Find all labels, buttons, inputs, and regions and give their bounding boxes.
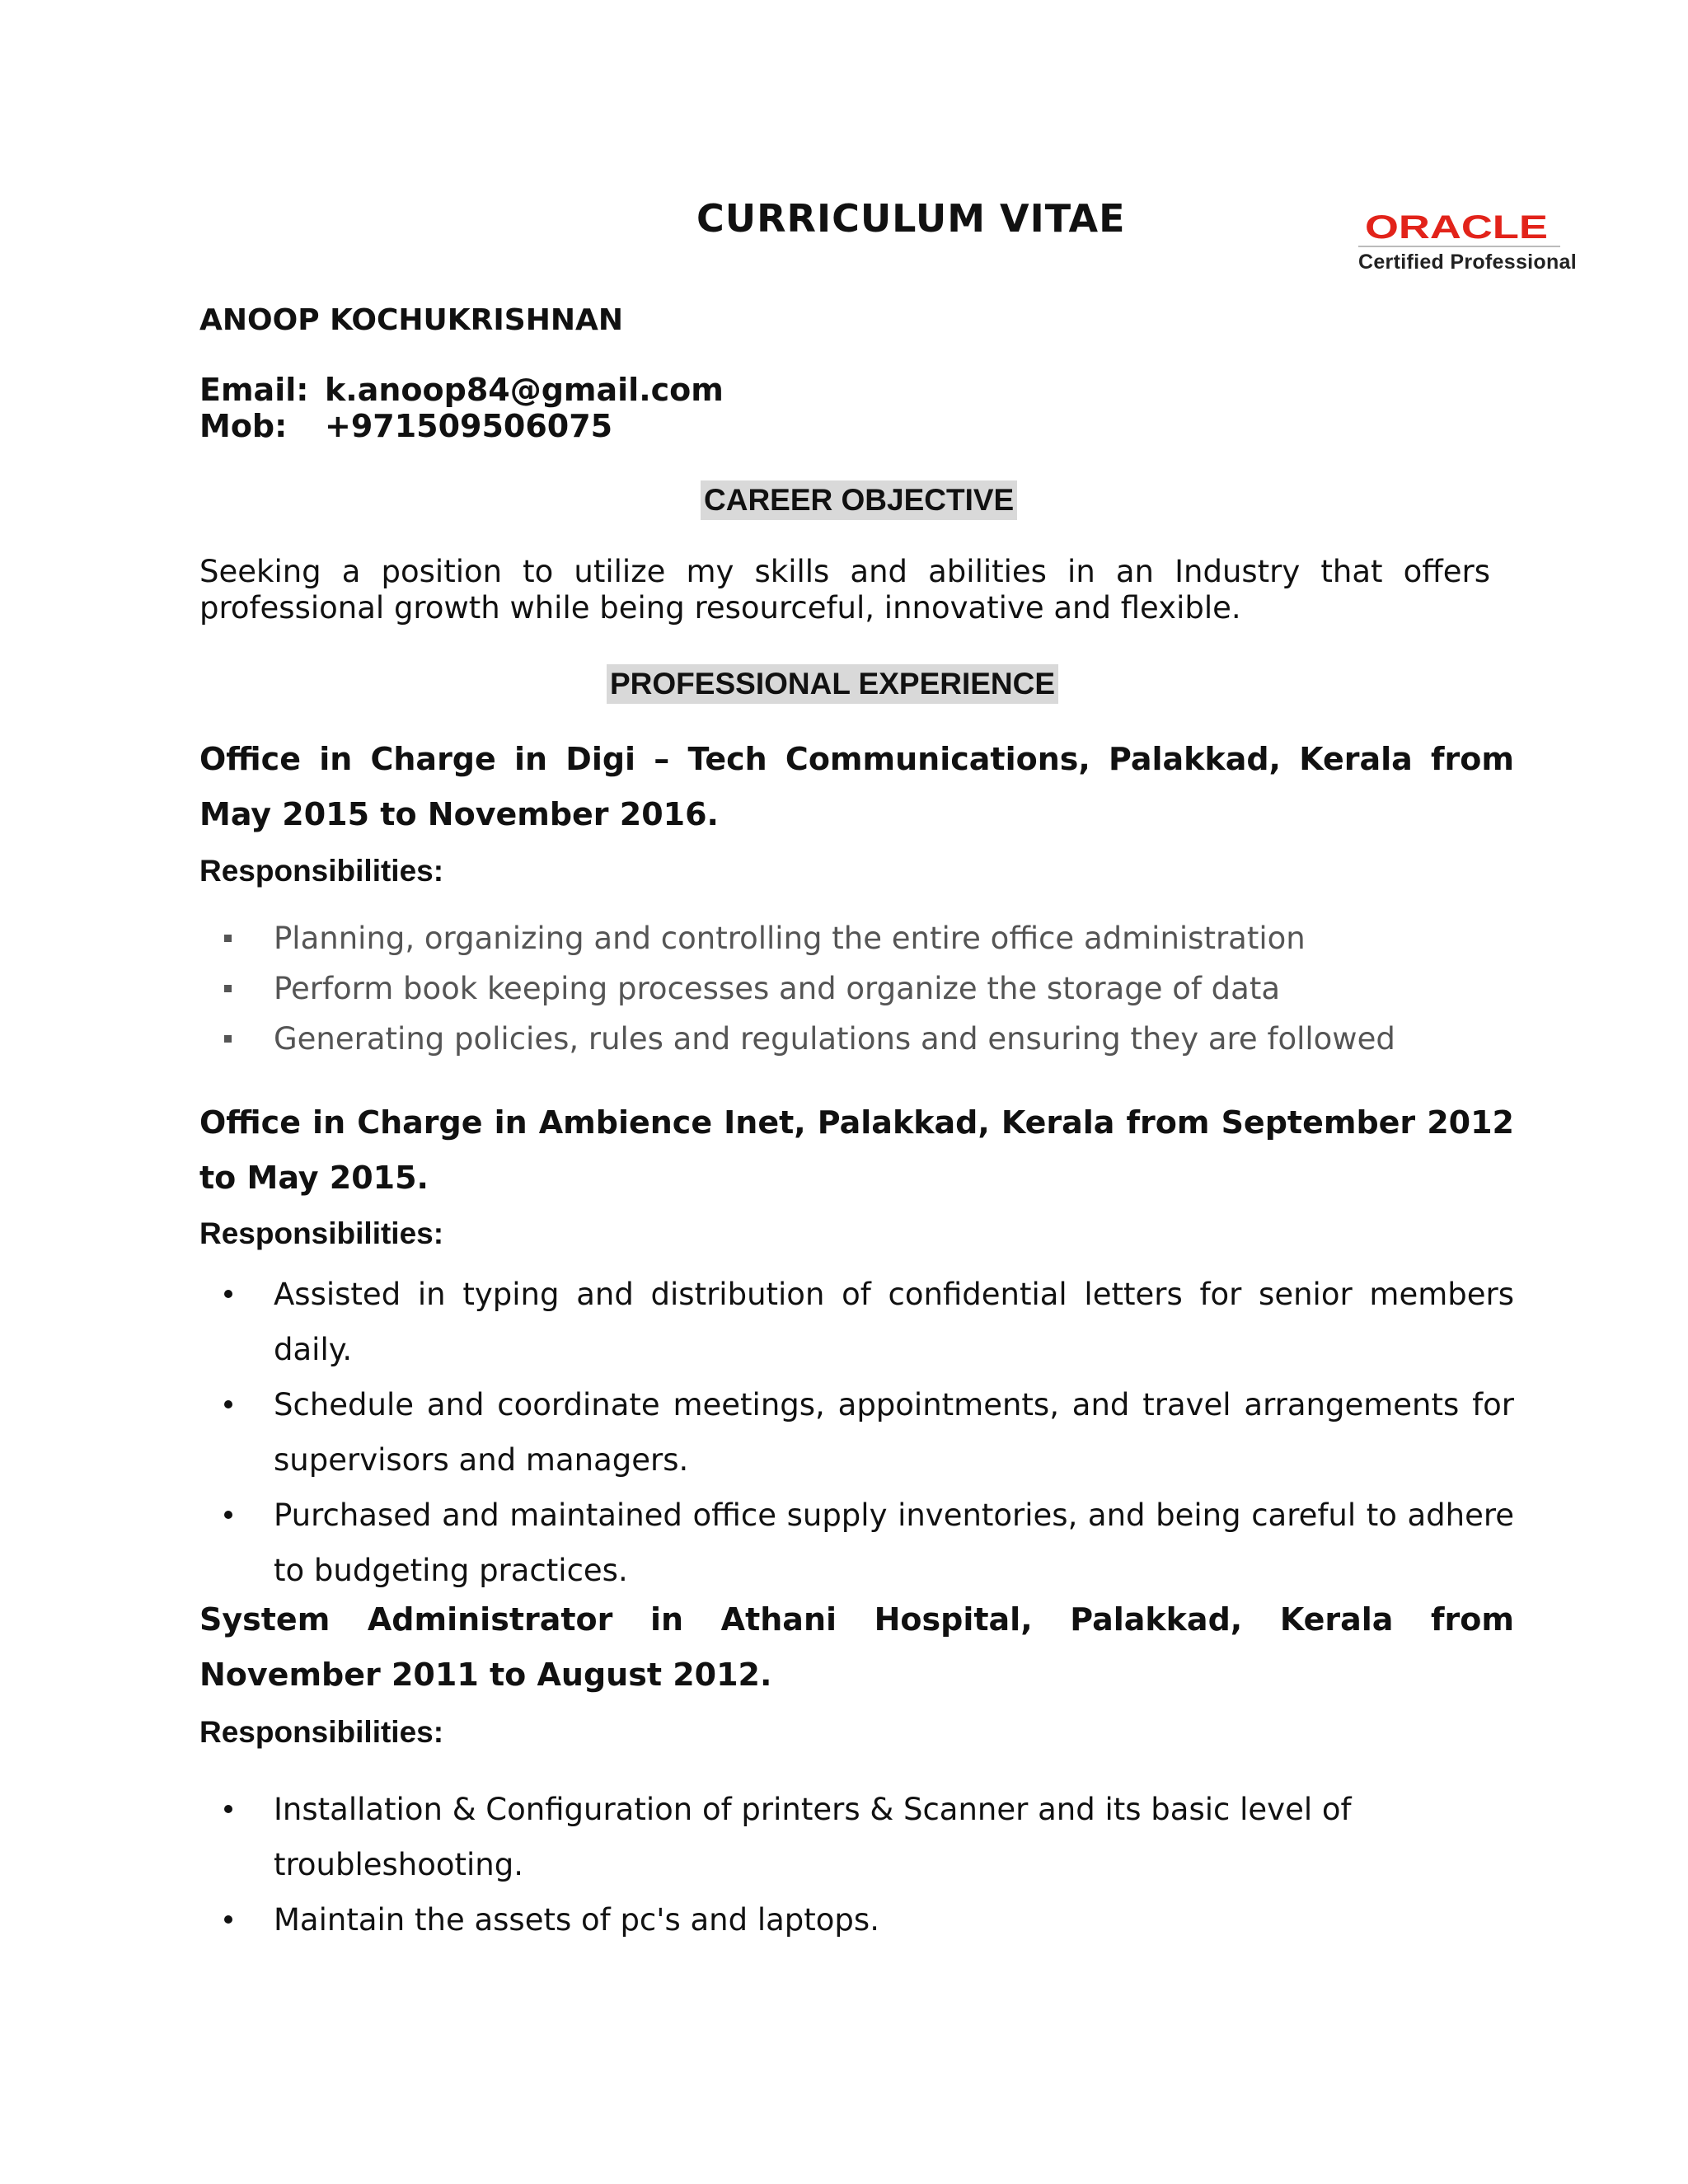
email-value: k.anoop84@gmail.com bbox=[325, 372, 724, 408]
svg-text:ORACLE: ORACLE bbox=[1365, 211, 1548, 244]
job-title: Office in Charge in Digi – Tech Communications, Palakkad, Kerala from May 2015 to November 2016. bbox=[199, 741, 1514, 832]
list-item: Installation & Configuration of printers & Scanner and its basic level of troubleshooting. bbox=[199, 1782, 1386, 1892]
job-title: Office in Charge in Ambience Inet, Palakkad, Kerala from September 2012 to May 2015. bbox=[199, 1104, 1514, 1196]
mobile-label: Mob: bbox=[199, 408, 288, 444]
candidate-name: ANOOP KOCHUKRISHNAN bbox=[199, 303, 623, 337]
list-item: Generating policies, rules and regulations and ensuring they are followed bbox=[199, 1014, 1518, 1064]
list-item: Assisted in typing and distribution of confidential letters for senior members daily. bbox=[199, 1267, 1514, 1377]
list-item: Schedule and coordinate meetings, appointments, and travel arrangements for supervisors and managers. bbox=[199, 1377, 1514, 1488]
mobile-line bbox=[199, 408, 612, 444]
responsibility-list bbox=[199, 1267, 1514, 1598]
list-item: Purchased and maintained office supply inventories, and being careful to adhere to budgeting practices. bbox=[199, 1488, 1514, 1598]
responsibility-list bbox=[199, 913, 1518, 1064]
professional-experience-heading: PROFESSIONAL EXPERIENCE bbox=[607, 664, 1058, 704]
page-title: CURRICULUM VITAE bbox=[696, 196, 1126, 241]
responsibilities-label: Responsibilities: bbox=[199, 854, 444, 888]
mobile-value: +971509506075 bbox=[325, 408, 613, 444]
oracle-wordmark-icon bbox=[1358, 211, 1556, 244]
responsibilities-label: Responsibilities: bbox=[199, 1216, 444, 1250]
list-item: Maintain the assets of pc's and laptops. bbox=[199, 1892, 1386, 1947]
responsibility-list bbox=[199, 1782, 1386, 1947]
job-title: System Administrator in Athani Hospital, Palakkad, Kerala from November 2011 to August 2012. bbox=[199, 1601, 1514, 1693]
responsibilities-label: Responsibilities: bbox=[199, 1715, 444, 1749]
career-objective-text: Seeking a position to utilize my skills and abilities in an Industry that offers professional growth while being resourceful, innovative and flexible. bbox=[199, 554, 1490, 626]
list-item: Planning, organizing and controlling the entire office administration bbox=[199, 913, 1518, 963]
logo-subtitle: Certified Professional bbox=[1358, 251, 1577, 274]
logo-divider bbox=[1358, 246, 1560, 247]
list-item: Perform book keeping processes and organize the storage of data bbox=[199, 963, 1518, 1014]
email-label: Email: bbox=[199, 372, 309, 408]
oracle-logo bbox=[1358, 211, 1589, 274]
email-line bbox=[199, 372, 724, 408]
career-objective-heading: CAREER OBJECTIVE bbox=[701, 480, 1017, 520]
